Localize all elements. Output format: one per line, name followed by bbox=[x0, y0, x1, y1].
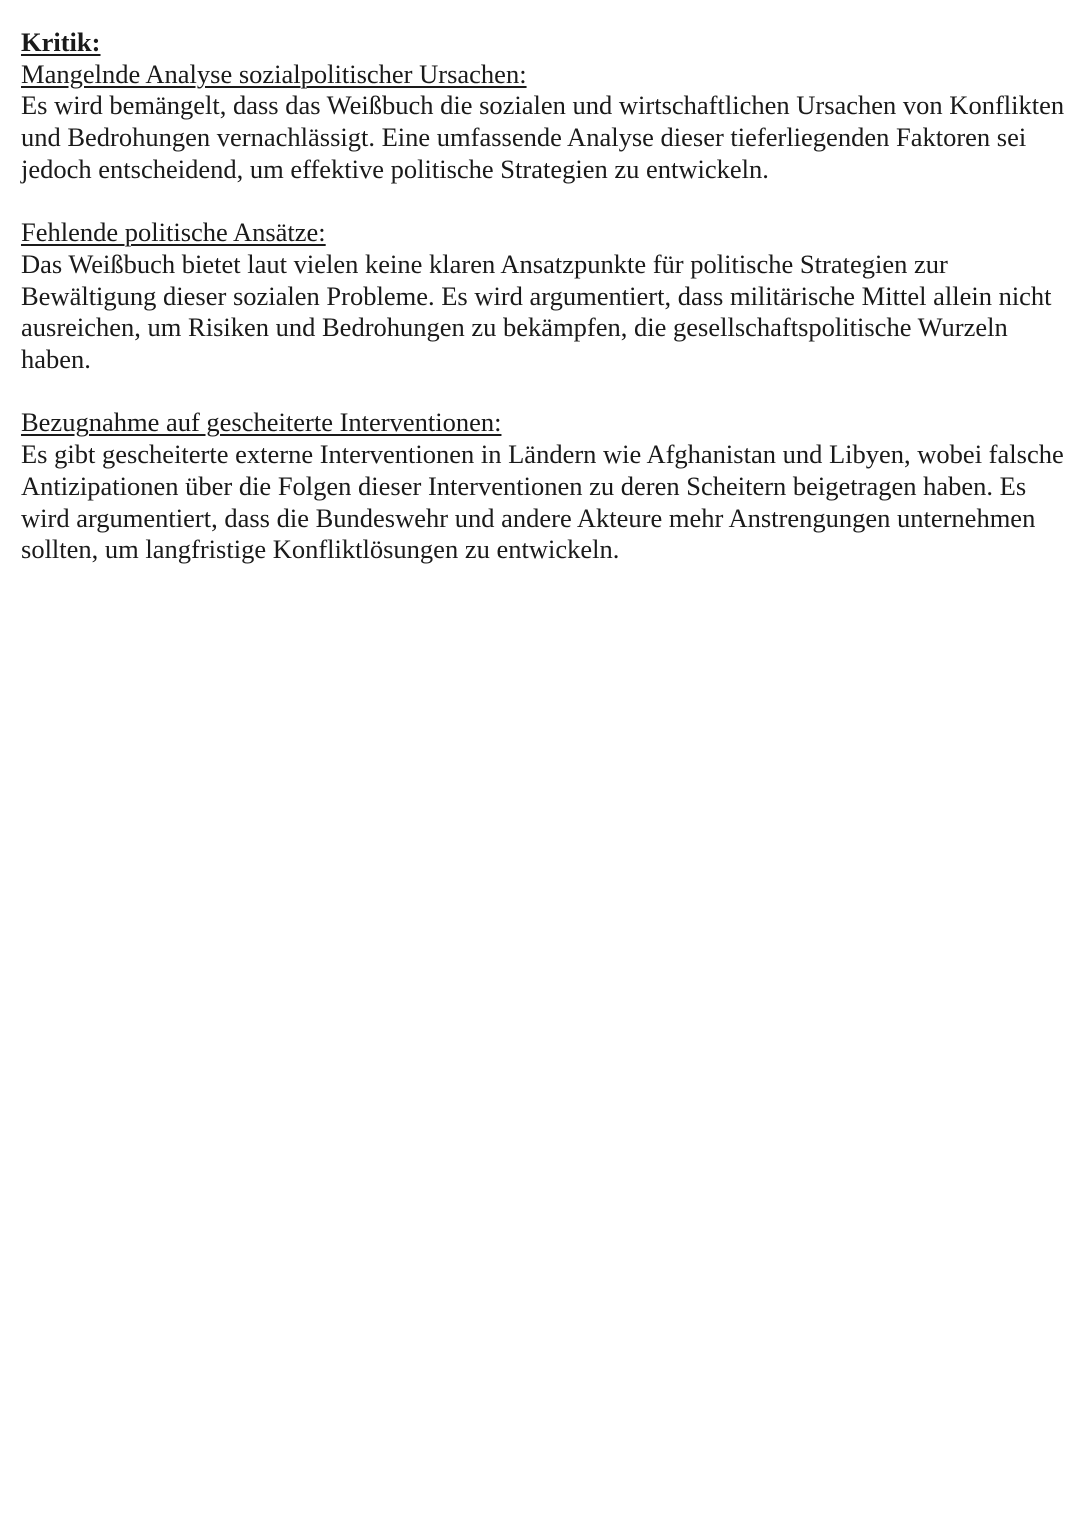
section-body: Es gibt gescheiterte externe Interventionen in Ländern wie Afghanistan und Libyen, wobei falsche Antizipationen über die Folgen dieser Interventionen zu deren Scheitern beigetragen haben. Es wird argumentiert, dass die Bundeswehr und andere Akteure mehr Anstrengungen unternehmen sollten, um langfristige Konfliktlösungen zu entwickeln. bbox=[21, 439, 1064, 565]
section-mangelnde-analyse bbox=[21, 59, 1080, 186]
section-body: Das Weißbuch bietet laut vielen keine klaren Ansatzpunkte für politische Strategien zur Bewältigung dieser sozialen Probleme. Es wird argumentiert, dass militärische Mittel allein nicht ausreichen, um Risiken und Bedrohungen zu bekämpfen, die gesellschaftspolitische Wurzeln haben. bbox=[21, 248, 1052, 375]
page-heading: Kritik: bbox=[21, 27, 101, 57]
section-body: Es wird bemängelt, dass das Weißbuch die sozialen und wirtschaftlichen Ursachen von Konflikten und Bedrohungen vernachlässigt. Eine umfassende Analyse dieser tieferliegenden Faktoren sei jedoch entscheidend, um effektive politische Strategien zu entwickeln. bbox=[21, 90, 1065, 184]
section-title: Mangelnde Analyse sozialpolitischer Ursachen: bbox=[21, 58, 527, 89]
section-title: Fehlende politische Ansätze: bbox=[21, 217, 326, 248]
section-gescheiterte-interventionen bbox=[21, 407, 1080, 566]
section-fehlende-ansaetze bbox=[21, 217, 1080, 376]
section-title: Bezugnahme auf gescheiterte Interventionen: bbox=[21, 407, 502, 438]
